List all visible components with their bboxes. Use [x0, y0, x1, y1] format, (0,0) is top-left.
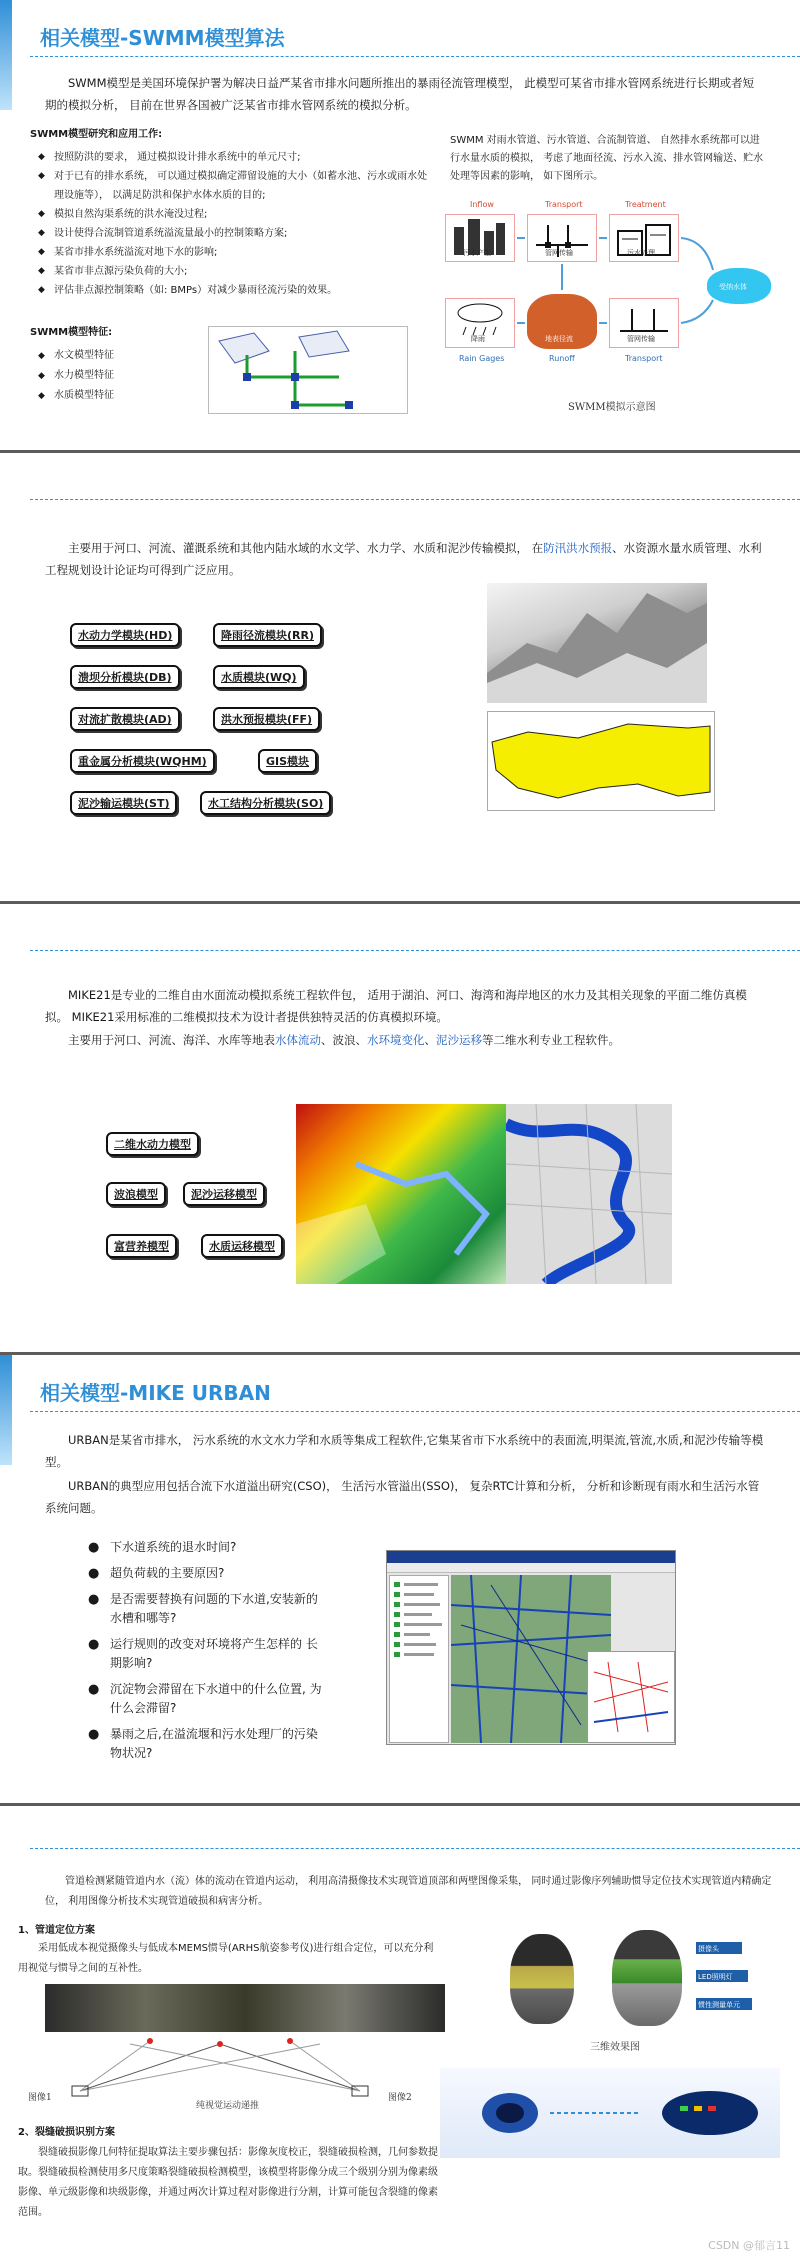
highlight-text: 水体流动	[275, 1033, 321, 1047]
diagram-caption: SWMM模拟示意图	[568, 402, 656, 413]
flow-label-inflow: Inflow	[470, 200, 494, 209]
watermark: CSDN @郁言11	[708, 2239, 790, 2252]
motion-caption: 纯视觉运动递推	[196, 2101, 260, 2111]
intro-paragraph: SWMM模型是美国环境保护署为解决日益严某省市排水问题所推出的暴雨径流管理模型， 此模型可某省市排水管网系统进行长期或者短期的模拟分析， 目前在世界各国被广泛某省市排水管网系统的模拟分析。	[45, 76, 755, 112]
highlight-text: 防汛洪水预报	[543, 541, 613, 555]
flow-sub: 受纳水体	[719, 283, 747, 291]
window-titlebar	[387, 1551, 675, 1563]
flow-sub: 地表径流	[545, 335, 573, 343]
list-item: ● 下水道系统的退水时间?	[88, 1538, 328, 1557]
list-item: ◆ 模拟自然沟渠系统的洪水淹没过程;	[38, 205, 428, 224]
list-item: ◆ 水文模型特征	[38, 346, 188, 366]
list-item: ● 运行规则的改变对环境将产生怎样的 长期影响?	[88, 1635, 328, 1673]
mike21-usage-paragraph	[45, 1029, 765, 1051]
terrain-graphic	[487, 583, 707, 703]
motion-diagram-graphic	[20, 2036, 450, 2104]
section-paragraph: 采用低成本视觉摄像头与低成本MEMS惯导(ARHS航姿参考仪)进行组合定位，可以充分利用视觉与惯导之间的互补性。	[18, 1943, 434, 1974]
flow-label-rain: Rain Gages	[459, 354, 505, 363]
list-item: ● 是否需要替换有问题的下水道,安装新的水槽和哪等?	[88, 1590, 328, 1628]
divider	[30, 950, 800, 951]
list-item: ● 暴雨之后,在溢流堰和污水处理厂的污染物状况?	[88, 1725, 328, 1763]
module-tag: 水工结构分析模块(SO)	[200, 791, 331, 815]
flow-label-runoff: Runoff	[549, 354, 575, 363]
elevation-map-graphic	[296, 1104, 506, 1284]
feature-list	[38, 346, 188, 406]
slide-title: 相关模型-MIKE URBAN	[40, 1381, 271, 1405]
slide-title: 相关模型-SWMM模型算法	[40, 26, 285, 50]
right-paragraph: SWMM 对雨水管道、污水管道、合流制管道、 自然排水系统都可以进行水量水质的模拟， 考虑了地面径流、污水入流、排水管网输送、贮水处理等因素的影响， 如下图所示。	[450, 135, 764, 182]
flow-arrows	[445, 200, 775, 375]
window-toolbar	[387, 1563, 675, 1573]
urban-usage-paragraph: URBAN的典型应用包括合流下水道溢出研究(CSO)， 生活污水管溢出(SSO)， 复杂RTC计算和分析， 分析和诊断现有雨水和生活污水管系统问题。	[45, 1479, 760, 1515]
layer-tree-graphic	[390, 1576, 448, 1742]
image-label: 图像1	[28, 2093, 52, 2103]
crack-detection-image	[440, 2068, 780, 2158]
slide-accent	[0, 1355, 12, 1465]
network-diagram-graphic	[209, 327, 409, 415]
list-item: ◆ 水力模型特征	[38, 366, 188, 386]
paragraph-text: 主要用于河口、河流、海洋、水库等地表	[68, 1033, 275, 1047]
flow-sub: 污水处理	[627, 249, 655, 257]
network-diagram	[208, 326, 408, 414]
flow-label-transport2: Transport	[625, 354, 663, 363]
question-list	[88, 1538, 328, 1770]
urban-software-screenshot	[386, 1550, 676, 1745]
elevation-map-image	[296, 1104, 506, 1284]
list-item: ◆ 某省市排水系统溢流对地下水的影响;	[38, 243, 428, 262]
swmm-flow-diagram	[445, 200, 775, 375]
flow-label-treatment: Treatment	[625, 200, 666, 209]
module-tag: 溃坝分析模块(DB)	[70, 665, 180, 689]
pipe-video-strip	[45, 1984, 445, 2032]
highlight-text: 泥沙运移	[436, 1033, 482, 1047]
module-tag: 重金属分析模块(WQHM)	[70, 749, 215, 773]
device-render-right	[612, 1930, 682, 2026]
list-item: ● 沉淀物会滞留在下水道中的什么位置, 为什么会滞留?	[88, 1680, 328, 1718]
module-tag: 水动力学模块(HD)	[70, 623, 180, 647]
crack-detection-graphic	[440, 2068, 780, 2158]
image-label: 图像2	[388, 2093, 412, 2103]
flow-sub: 管网传输	[627, 335, 655, 343]
slide-mike-urban	[0, 1355, 800, 1806]
layer-tree-panel	[389, 1575, 449, 1743]
highlight-text: 水环境变化	[367, 1033, 425, 1047]
section-heading: 1、管道定位方案	[18, 1925, 95, 1936]
section-heading: 2、裂缝破损识别方案	[18, 2127, 115, 2138]
module-tag: 降雨径流模块(RR)	[213, 623, 322, 647]
terrain-3d-image	[487, 583, 707, 703]
profile-window	[587, 1651, 675, 1743]
feature-heading: SWMM模型特征:	[30, 327, 113, 338]
module-tag: 对流扩散模块(AD)	[70, 707, 180, 731]
module-tag: 水质模块(WQ)	[213, 665, 305, 689]
divider	[30, 1848, 800, 1849]
inspection-intro: 管道检测紧随管道内水（流）体的流动在管道内运动， 利用高清摄像技术实现管道顶部和两壁图像采集， 同时通过影像序列辅助惯导定位技术实现管道内精确定位， 利用图像分析技术实现管道破损和病害分析。	[45, 1876, 772, 1907]
module-tag: 水质运移模型	[201, 1234, 283, 1258]
module-tag: 富营养模型	[106, 1234, 177, 1258]
callout-label: 摄像头	[698, 1945, 719, 1953]
flood-map-graphic	[488, 712, 714, 810]
slide-accent	[0, 0, 12, 110]
device-render-left	[510, 1934, 574, 2024]
river-map-graphic	[506, 1104, 672, 1284]
callout-label: LED照明灯	[698, 1973, 733, 1981]
paragraph-text: 、	[424, 1033, 436, 1047]
module-tag: GIS模块	[258, 749, 317, 773]
flow-sub: 污水产生	[463, 249, 491, 257]
paragraph-text: 、波浪、	[321, 1033, 367, 1047]
divider	[30, 499, 800, 500]
list-item: ◆ 水质模型特征	[38, 386, 188, 406]
motion-diagram	[20, 2036, 450, 2104]
slide-swmm	[0, 0, 800, 453]
river-map-image	[506, 1104, 672, 1284]
urban-paragraph: URBAN是某省市排水， 污水系统的水文水力学和水质等集成工程软件,它集某省市下水系统中的表面流,明渠流,管流,水质,和泥沙传输等模型。	[45, 1433, 764, 1469]
mike21-paragraph: MIKE21是专业的二维自由水面流动模拟系统工程软件包， 适用于湖泊、河口、海湾和海岸地区的水力及其相关现象的平面二维仿真模拟。 MIKE21采用标准的二维模拟技术为设计者提供独特灵活的仿真模拟环境。	[45, 988, 747, 1024]
work-list	[38, 148, 428, 300]
divider	[30, 1411, 800, 1412]
list-item: ◆ 某省市非点源污染负荷的大小;	[38, 262, 428, 281]
callout-label: 惯性测量单元	[698, 2001, 740, 2009]
flood-map-image	[487, 711, 715, 811]
mike11-paragraph	[45, 537, 765, 581]
flow-sub: 管网传输	[545, 249, 573, 257]
list-item: ◆ 对于已有的排水系统， 可以通过模拟确定滞留设施的大小（如蓄水池、污水或雨水处理设施等）， 以满足防洪和保护水体水质的目的;	[38, 167, 428, 205]
slide-mike11	[0, 453, 800, 904]
flow-label-transport: Transport	[545, 200, 583, 209]
module-tag: 波浪模型	[106, 1182, 166, 1206]
list-item: ◆ 评估非点源控制策略（如: BMPs）对减少暴雨径流污染的效果。	[38, 281, 428, 300]
flow-sub: 降雨	[471, 335, 485, 343]
list-item: ● 超负荷载的主要原因?	[88, 1564, 328, 1583]
module-tag: 泥沙运移模型	[183, 1182, 265, 1206]
threed-caption: 三维效果图	[590, 2042, 640, 2053]
paragraph-text: 、水资源水量水质管理、水利工程规划设计论证均可得到广泛应用。	[45, 541, 762, 577]
slide-mike21	[0, 904, 800, 1355]
list-item: ◆ 按照防洪的要求， 通过模拟设计排水系统中的单元尺寸;	[38, 148, 428, 167]
work-heading: SWMM模型研究和应用工作:	[30, 129, 163, 140]
paragraph-text: 等二维水利专业工程软件。	[482, 1033, 620, 1047]
list-item: ◆ 设计使得合流制管道系统溢流量最小的控制策略方案;	[38, 224, 428, 243]
paragraph-text: 主要用于河口、河流、灌溉系统和其他内陆水域的水文学、水力学、水质和泥沙传输模拟， 在	[68, 541, 544, 555]
module-tag: 二维水动力模型	[106, 1132, 199, 1156]
module-tag: 泥沙输运模块(ST)	[70, 791, 177, 815]
section-paragraph: 裂缝破损影像几何特征提取算法主要步骤包括：影像灰度校正，裂缝破损检测，几何参数提取。裂缝破损检测使用多尺度策略裂缝破损检测模型，该模型将影像分成三个级别分别为像素级影像、单元级影像和块级影像，并通过两次计算过程对影像进行分割，计算可能包含裂缝的像素范围。	[18, 2147, 438, 2218]
slide-pipe-inspection	[0, 1806, 800, 2259]
profile-graphic	[588, 1652, 674, 1742]
divider	[30, 56, 800, 57]
module-tag: 洪水预报模块(FF)	[213, 707, 320, 731]
